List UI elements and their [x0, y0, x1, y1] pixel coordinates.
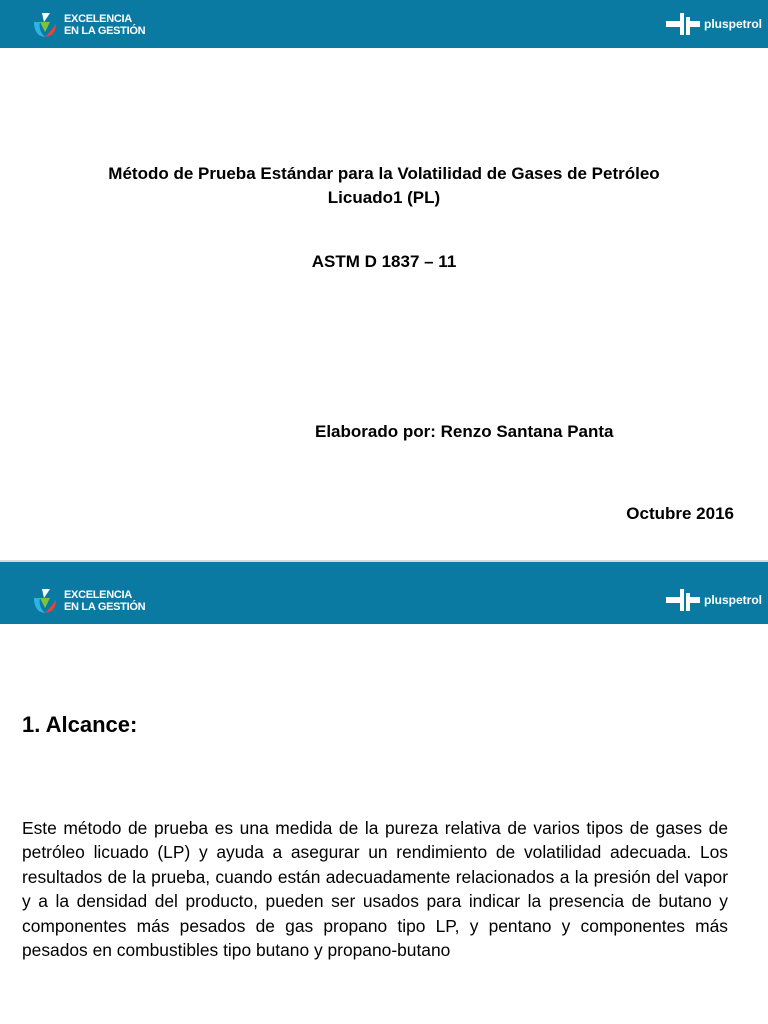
excelencia-logo	[30, 586, 145, 616]
date-line: Octubre 2016	[626, 504, 734, 523]
pluspetrol-logo	[666, 588, 762, 612]
pluspetrol-name: pluspetrol	[703, 593, 762, 607]
header-bar	[0, 562, 768, 624]
header-bar	[0, 0, 768, 48]
standard-code: ASTM D 1837 – 11	[311, 252, 457, 271]
brand-line-1: EXCELENCIA	[64, 13, 132, 25]
excelencia-logo	[30, 10, 145, 40]
scope-paragraph: Este método de prueba es una medida de la pureza relativa de varios tipos de gases de petróleo licuado (LP) y ayuda a asegurar un rendimiento de volatilidad adecuada. Los resultados de la prueba, cuando están adecuadamente relacionados a la presión del vapor y a la densidad del producto, pueden ser usados para indicar la presencia de butano y componentes más pesados de gas propano tipo LP, y pentano y componentes más pesados en combustibles tipo butano y propano-butano	[22, 818, 728, 961]
excelencia-logo-icon	[30, 586, 60, 616]
pluspetrol-logo	[666, 12, 762, 36]
brand-line-2: EN LA GESTIÓN	[64, 601, 146, 613]
excelencia-logo-icon	[30, 10, 60, 40]
pluspetrol-logo-icon	[666, 589, 700, 611]
section-heading: 1. Alcance:	[22, 712, 138, 737]
brand-line-1: EXCELENCIA	[64, 589, 132, 601]
pluspetrol-name: pluspetrol	[703, 17, 762, 31]
pluspetrol-logo-icon	[666, 13, 700, 35]
author-line: Elaborado por: Renzo Santana Panta	[315, 422, 614, 441]
document-title: Método de Prueba Estándar para la Volatilidad de Gases de Petróleo Licuado1 (PL)	[108, 164, 660, 207]
slide-scope	[0, 562, 768, 1024]
brand-line-2: EN LA GESTIÓN	[64, 25, 146, 37]
